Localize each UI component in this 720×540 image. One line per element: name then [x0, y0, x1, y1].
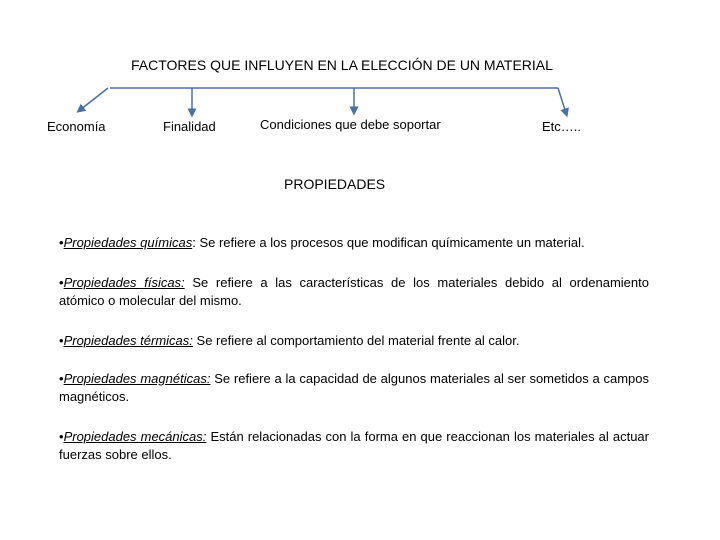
property-description: Se refiere al comportamiento del material frente al calor.	[192, 333, 520, 348]
section-subtitle: PROPIEDADES	[284, 176, 386, 192]
property-paragraph-termicas	[59, 332, 649, 350]
property-paragraph-magneticas	[59, 370, 649, 406]
property-term: Propiedades térmicas:	[63, 333, 193, 348]
property-paragraph-fisicas	[59, 274, 649, 310]
bullet: •	[59, 275, 64, 290]
property-term: Propiedades químicas	[63, 235, 193, 250]
property-term: Propiedades físicas:	[63, 275, 185, 290]
bullet: •	[59, 333, 64, 348]
connector-arrow-economia	[80, 88, 108, 110]
branch-label-finalidad: Finalidad	[163, 119, 216, 134]
connector-arrow-etc	[558, 88, 566, 113]
property-term: Propiedades mecánicas:	[63, 429, 207, 444]
property-term: Propiedades magnéticas:	[63, 371, 211, 386]
bullet: •	[59, 429, 64, 444]
bullet: •	[59, 371, 64, 386]
diagram-title: FACTORES QUE INFLUYEN EN LA ELECCIÓN DE UN MATERIAL	[131, 57, 553, 73]
property-description: Se refiere a la capacidad de algunos materiales al ser sometidos a campos magnéticos.	[59, 371, 649, 404]
property-description: Están relacionadas con la forma en que reaccionan los materiales al actuar fuerzas sobre ellos.	[59, 429, 649, 462]
branch-label-etc: Etc…..	[542, 119, 582, 134]
bullet: •	[59, 235, 64, 250]
property-paragraph-quimicas	[59, 234, 649, 252]
branch-label-economia: Economía	[47, 119, 106, 134]
property-colon: :	[192, 235, 196, 250]
property-description: Se refiere a las características de los materiales debido al ordenamiento atómico o molecular del mismo.	[59, 275, 649, 308]
branch-label-condiciones: Condiciones que debe soportar	[260, 117, 441, 132]
property-paragraph-mecanicas	[59, 428, 649, 464]
property-description: Se refiere a los procesos que modifican químicamente un material.	[195, 235, 585, 250]
